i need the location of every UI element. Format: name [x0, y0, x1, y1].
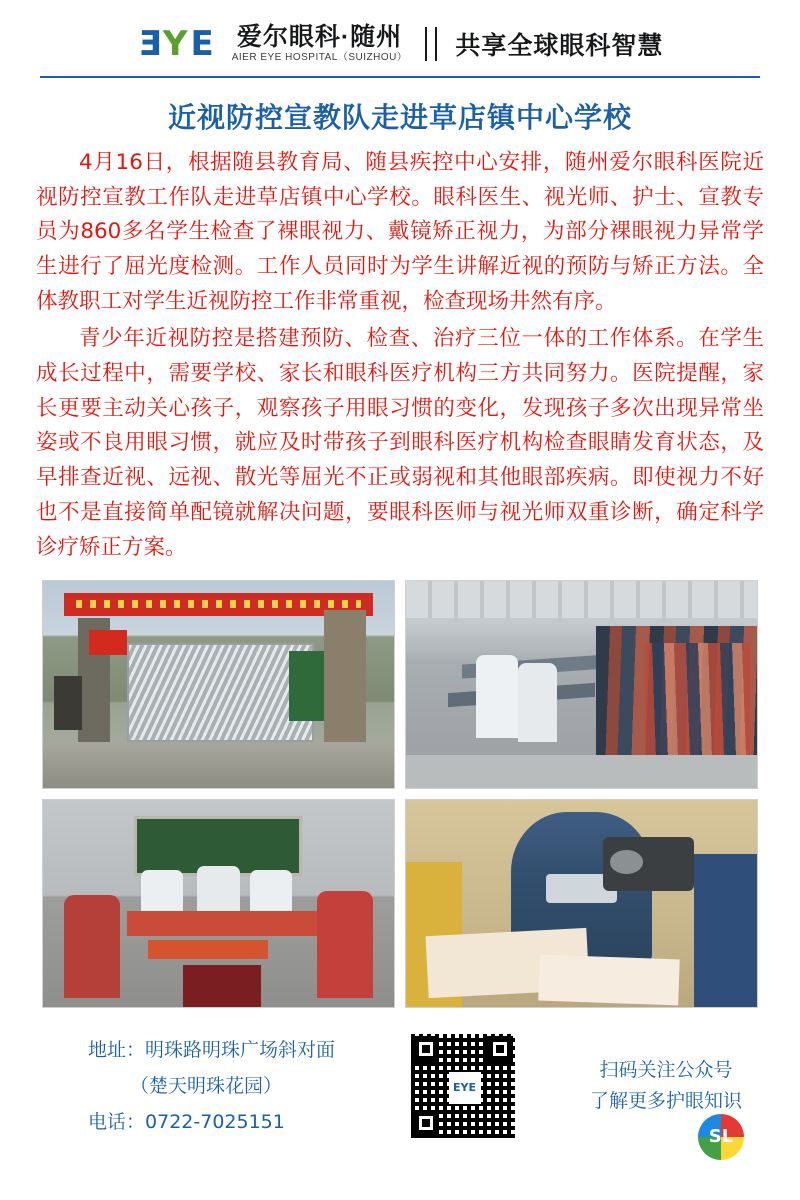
refraction-test-photo — [405, 799, 758, 1008]
photo-grid — [42, 580, 758, 1008]
phone-value: 0722-7025151 — [145, 1110, 285, 1133]
brand-name-cn: 爱尔眼科·随州 — [236, 23, 403, 51]
phone-label: 电话： — [88, 1110, 146, 1133]
promo-line-2: 了解更多护眼知识 — [589, 1089, 742, 1112]
phone-line — [88, 1104, 335, 1140]
article-body — [28, 146, 772, 566]
double-bar-divider-icon — [425, 27, 437, 61]
watermark-badge: SL — [698, 1114, 744, 1160]
classroom-exam-photo — [42, 799, 395, 1008]
address-line — [88, 1032, 335, 1068]
address-value: 明珠路明珠广场斜对面 — [145, 1038, 336, 1061]
page-title: 近视防控宣教队走进草店镇中心学校 — [167, 100, 632, 134]
school-gate-photo — [42, 580, 395, 789]
address-line-2: （楚天明珠花园） — [130, 1074, 283, 1097]
contact-info — [48, 1032, 335, 1140]
students-queue-photo — [405, 580, 758, 789]
address-label: 地址： — [88, 1038, 146, 1061]
article-paragraph-1: 4月16日，根据随县教育局、随县疾控中心安排，随州爱尔眼科医院近视防控宣教工作队走进草店镇中心学校。眼科医生、视光师、护士、宣教专员为860多名学生检查了裸眼视力、戴镜矫正视力，为部分裸眼视力异常学生进行了屈光度检测。工作人员同时为学生讲解近视的预防与矫正方法。全体教职工对学生近视防控工作非常重视，检查现场井然有序。 — [36, 149, 764, 315]
scan-promo-text — [589, 1055, 752, 1147]
poster-header — [40, 0, 760, 78]
aier-eye-logo-icon: E Y E — [136, 23, 216, 64]
brand-block — [232, 24, 408, 64]
qr-center-logo: EYE — [453, 1081, 476, 1095]
header-slogan: 共享全球眼科智慧 — [455, 31, 664, 60]
wechat-qr-code[interactable] — [411, 1034, 515, 1138]
poster-footer — [48, 1026, 752, 1146]
promo-line-1: 扫码关注公众号 — [599, 1059, 733, 1082]
brand-name-en: AIER EYE HOSPITAL（SUIZHOU） — [231, 52, 408, 64]
article-paragraph-2: 青少年近视防控是搭建预防、检查、治疗三位一体的工作体系。在学生成长过程中，需要学校、家长和眼科医疗机构三方共同努力。医院提醒，家长更要主动关心孩子，观察孩子用眼习惯的变化，发现孩子多次出现异常坐姿或不良用眼习惯，就应及时带孩子到眼科医疗机构检查眼睛发育状态，及早排查近视、远视、散光等屈光不正或弱视和其他眼部疾病。即使视力不好也不是直接简单配镜就解决问题，要眼科医师与视光师双重诊断，确定科学诊疗矫正方案。 — [36, 325, 764, 560]
